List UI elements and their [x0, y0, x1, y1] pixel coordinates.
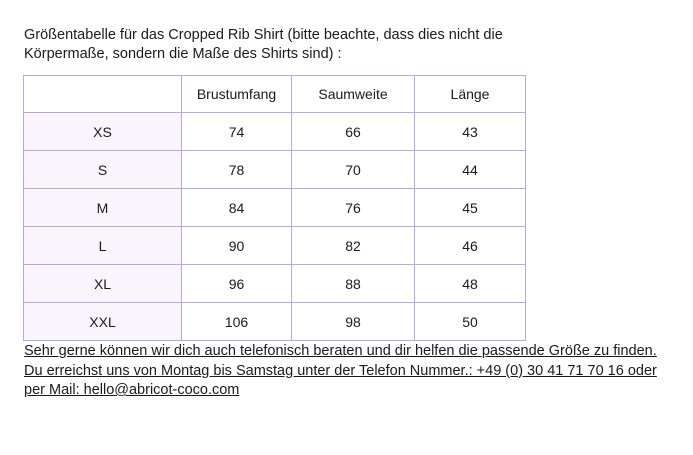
table-cell: 43: [415, 113, 526, 151]
header-cell-brustumfang: Brustumfang: [182, 76, 292, 113]
table-cell: 84: [182, 189, 292, 227]
table-cell: 106: [182, 303, 292, 341]
footer-line-2: Du erreichst uns von Montag bis Samstag unter der Telefon Nummer.: +49 (0) 30 41 71 70 16 oder: [24, 362, 657, 379]
table-cell: 48: [415, 265, 526, 303]
table-cell: 82: [292, 227, 415, 265]
size-label: XS: [24, 113, 182, 151]
size-label: S: [24, 151, 182, 189]
table-row: [24, 227, 526, 265]
size-label: L: [24, 227, 182, 265]
footer-line-3[interactable]: per Mail: hello@abricot-coco.com: [24, 382, 240, 398]
contact-footer: [24, 342, 664, 401]
size-label: M: [24, 189, 182, 227]
header-cell-saumweite: Saumweite: [292, 76, 415, 113]
intro-line-2: Körpermaße, sondern die Maße des Shirts sind) :: [24, 46, 342, 62]
table-cell: 45: [415, 189, 526, 227]
table-cell: 98: [292, 303, 415, 341]
table-cell: 50: [415, 303, 526, 341]
size-label: XL: [24, 265, 182, 303]
size-table: [23, 75, 526, 341]
table-cell: 76: [292, 189, 415, 227]
table-row: [24, 113, 526, 151]
table-header-row: [24, 76, 526, 113]
footer-line-1: Sehr gerne können wir dich auch telefonisch beraten und dir helfen die passende Größe zu finden.: [24, 343, 657, 359]
table-cell: 78: [182, 151, 292, 189]
table-row: [24, 189, 526, 227]
table-row: [24, 151, 526, 189]
intro-text: [24, 26, 544, 64]
table-cell: 74: [182, 113, 292, 151]
table-cell: 46: [415, 227, 526, 265]
intro-line-1: Größentabelle für das Cropped Rib Shirt (bitte beachte, dass dies nicht die: [24, 27, 503, 43]
table-cell: 96: [182, 265, 292, 303]
table-cell: 90: [182, 227, 292, 265]
table-row: [24, 265, 526, 303]
size-label: XXL: [24, 303, 182, 341]
table-cell: 66: [292, 113, 415, 151]
header-cell-empty: [24, 76, 182, 113]
table-cell: 88: [292, 265, 415, 303]
table-row: [24, 303, 526, 341]
table-cell: 70: [292, 151, 415, 189]
table-cell: 44: [415, 151, 526, 189]
header-cell-laenge: Länge: [415, 76, 526, 113]
